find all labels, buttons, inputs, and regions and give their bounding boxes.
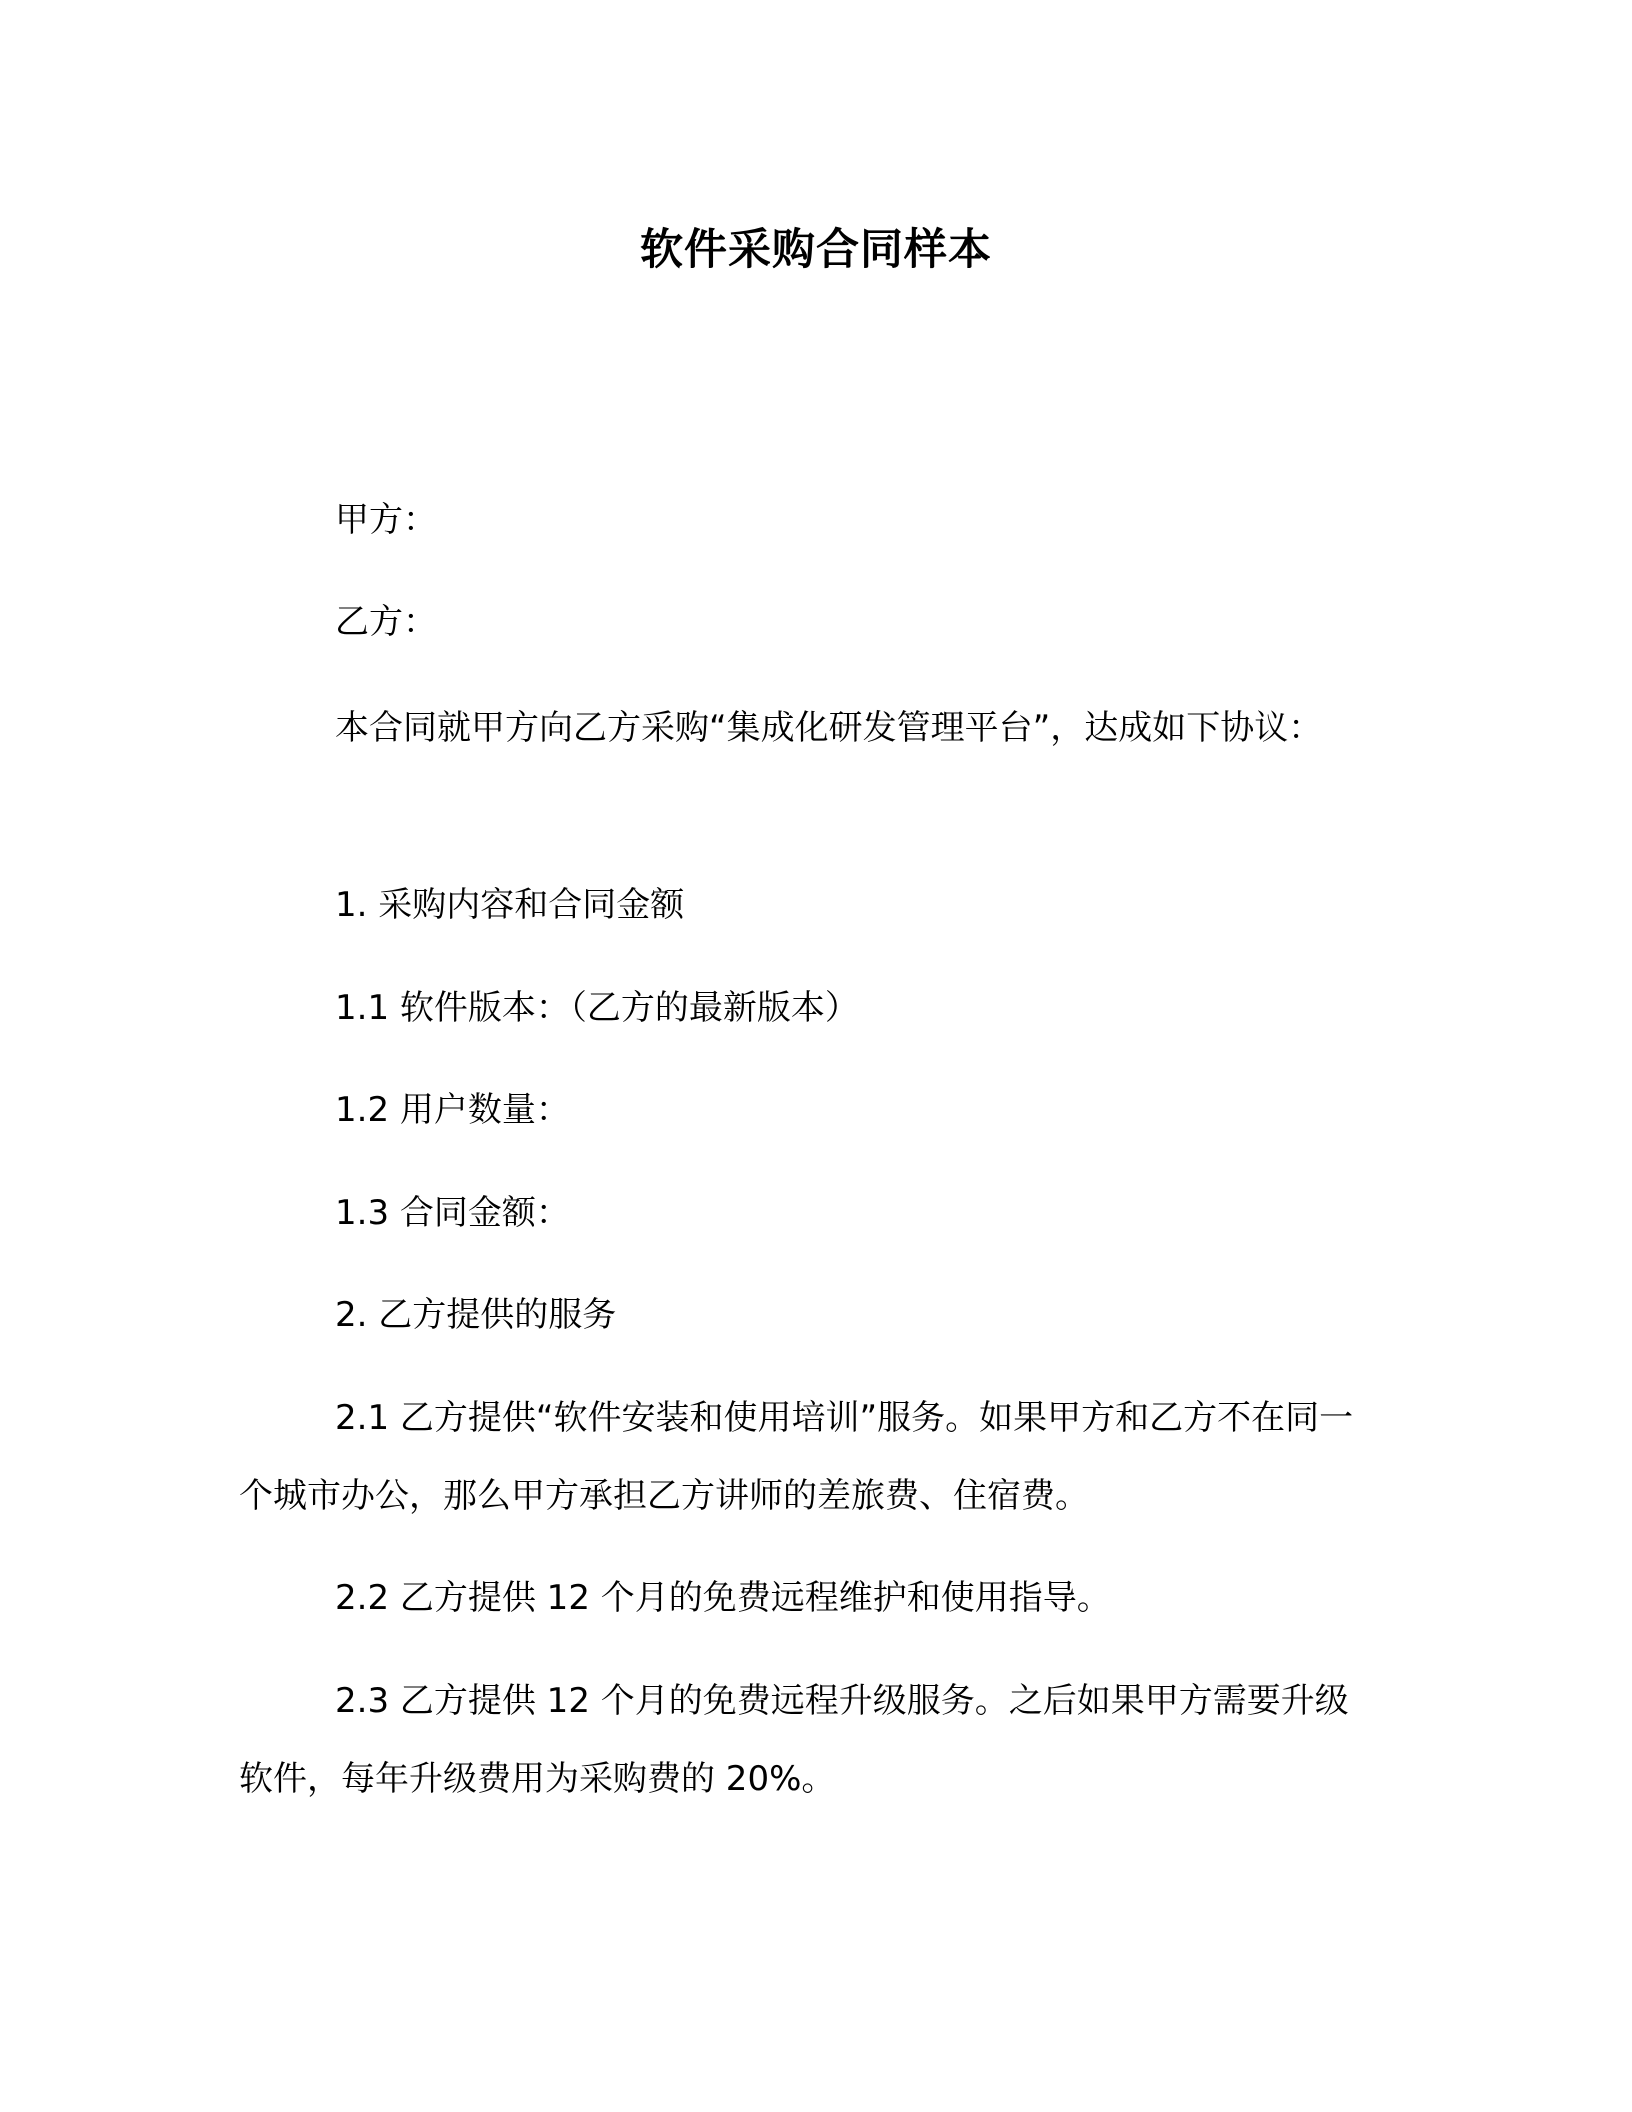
item-1-2: 1.2 用户数量： [335, 1090, 570, 1130]
item-1-3: 1.3 合同金额： [335, 1193, 570, 1233]
item-2-3: 2.3 乙方提供 12 个月的免费远程升级服务。之后如果甲方需要升级软件，每年升级费用为采购费的 20%。 [239, 1681, 1349, 1799]
party-b-line: 乙方： [335, 602, 437, 642]
document-title: 软件采购合同样本 [640, 225, 992, 275]
section-1-heading: 1. 采购内容和合同金额 [335, 885, 685, 925]
section-2-heading: 2. 乙方提供的服务 [335, 1295, 617, 1335]
item-2-2: 2.2 乙方提供 12 个月的免费远程维护和使用指导。 [335, 1578, 1111, 1618]
item-1-1: 1.1 软件版本：（乙方的最新版本） [335, 988, 859, 1028]
party-a-line: 甲方： [335, 500, 437, 540]
intro-paragraph: 本合同就甲方向乙方采购“集成化研发管理平台”，达成如下协议： [335, 708, 1323, 748]
item-2-1: 2.1 乙方提供“软件安装和使用培训”服务。如果甲方和乙方不在同一个城市办公，那么甲方承担乙方讲师的差旅费、住宿费。 [239, 1398, 1354, 1516]
